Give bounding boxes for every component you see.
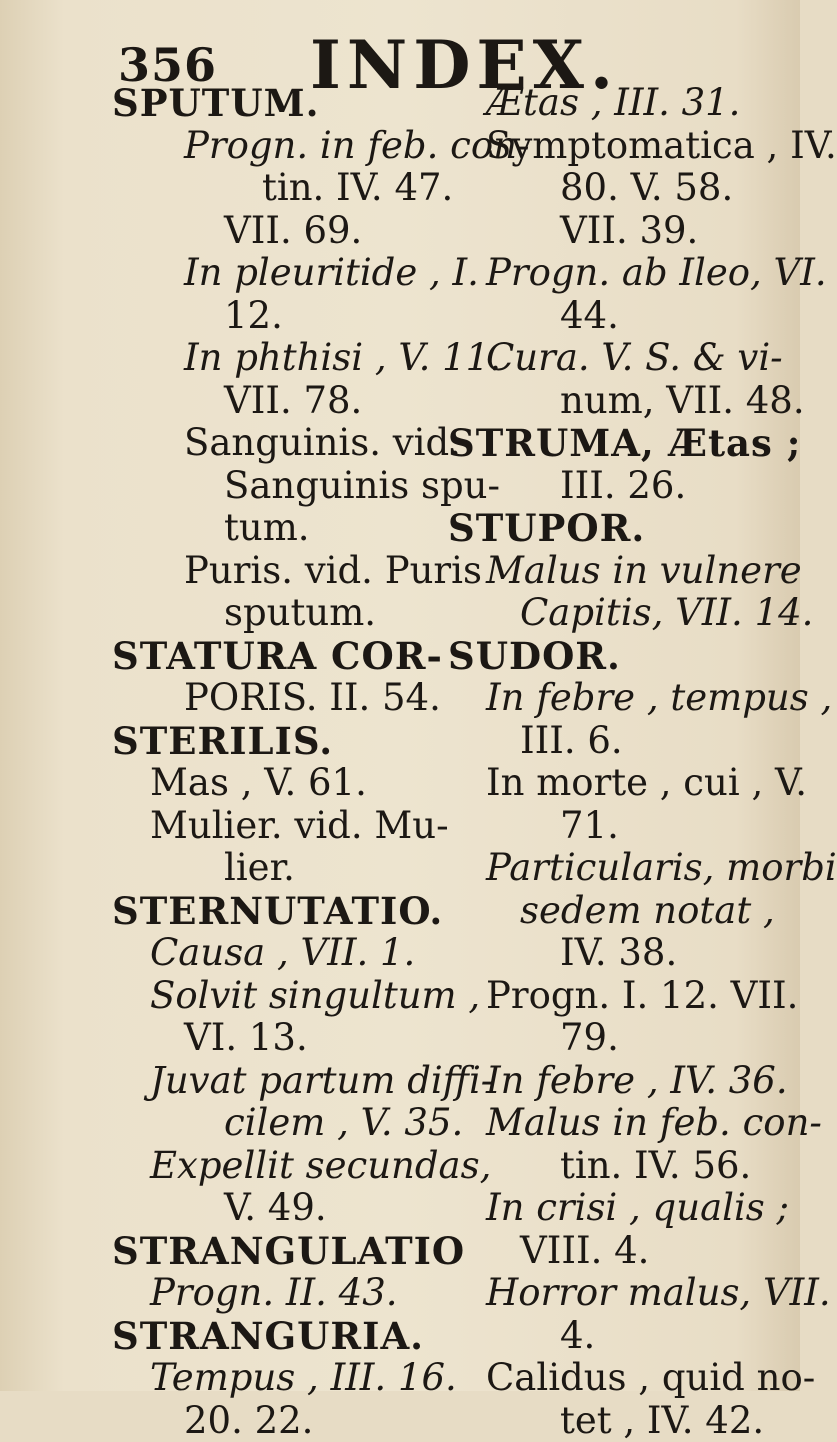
index-heading: STERILIS. — [112, 720, 442, 763]
index-entry: Malus in vulnere — [448, 550, 798, 593]
index-entry: tum. — [112, 507, 442, 550]
index-heading: SUDOR. — [448, 635, 798, 678]
left-column — [112, 82, 442, 1442]
index-entry: VII. 69. — [112, 210, 442, 253]
index-heading: STRANGULATIO — [112, 1230, 442, 1273]
index-entry: Particularis, morbi — [448, 847, 798, 890]
right-column — [448, 82, 798, 1442]
index-entry: tin. IV. 56. — [448, 1145, 798, 1188]
index-entry: Calidus , quid no- — [448, 1357, 798, 1400]
index-entry: cilem , V. 35. — [112, 1102, 442, 1145]
index-entry: num, VII. 48. — [448, 380, 798, 423]
index-entry: Mulier. vid. Mu- — [112, 805, 442, 848]
index-entry: sedem notat , — [448, 890, 798, 933]
index-entry: In crisi , qualis ; — [448, 1187, 798, 1230]
index-entry: tet , IV. 42. — [448, 1400, 798, 1442]
index-entry: III. 26. — [448, 465, 798, 508]
index-entry: VI. 13. — [112, 1017, 442, 1060]
index-entry: Progn. II. 43. — [112, 1272, 442, 1315]
index-entry: Solvit singultum , — [112, 975, 442, 1018]
index-entry: Cura. V. S. & vi- — [448, 337, 798, 380]
index-entry: 44. — [448, 295, 798, 338]
index-entry: Symptomatica , IV. — [448, 125, 798, 168]
index-entry: Tempus , III. 16. — [112, 1357, 442, 1400]
index-entry: PORIS. II. 54. — [112, 677, 442, 720]
index-entry: Progn. in feb. con- — [112, 125, 442, 168]
index-entry: tin. IV. 47. — [112, 167, 442, 210]
index-entry: Ætas , III. 31. — [448, 82, 798, 125]
index-heading: STERNUTATIO. — [112, 890, 442, 933]
index-entry: Sanguinis. vid. — [112, 422, 442, 465]
index-entry: Puris. vid. Puris — [112, 550, 442, 593]
index-entry: 79. — [448, 1017, 798, 1060]
index-heading: STATURA COR- — [112, 635, 442, 678]
index-heading: STUPOR. — [448, 507, 798, 550]
index-entry: Progn. ab Ileo, VI. — [448, 252, 798, 295]
index-entry: Sanguinis spu- — [112, 465, 442, 508]
index-entry: Juvat partum diffi- — [112, 1060, 442, 1103]
index-entry: lier. — [112, 847, 442, 890]
index-entry: 20. 22. — [112, 1400, 442, 1442]
index-entry: 4. — [448, 1315, 798, 1358]
index-entry: 80. V. 58. — [448, 167, 798, 210]
index-entry: sputum. — [112, 592, 442, 635]
index-entry: VIII. 4. — [448, 1230, 798, 1273]
index-entry: VII. 78. — [112, 380, 442, 423]
index-heading: STRUMA, Ætas ; — [448, 422, 798, 465]
index-entry: Capitis, VII. 14. — [448, 592, 798, 635]
index-entry: Malus in feb. con- — [448, 1102, 798, 1145]
index-entry: In phthisi , V. 11. — [112, 337, 442, 380]
index-entry: 12. — [112, 295, 442, 338]
index-entry: Causa , VII. 1. — [112, 932, 442, 975]
index-entry: Horror malus, VII. — [448, 1272, 798, 1315]
index-entry: In pleuritide , I. — [112, 252, 442, 295]
index-entry: Progn. I. 12. VII. — [448, 975, 798, 1018]
index-entry: Mas , V. 61. — [112, 762, 442, 805]
running-title: INDEX. — [310, 26, 619, 104]
index-heading: STRANGURIA. — [112, 1315, 442, 1358]
page-number: 356 — [118, 38, 217, 92]
index-entry: III. 6. — [448, 720, 798, 763]
index-entry: V. 49. — [112, 1187, 442, 1230]
index-entry: In febre , tempus , — [448, 677, 798, 720]
index-entry: IV. 38. — [448, 932, 798, 975]
index-heading: SPUTUM. — [112, 82, 442, 125]
index-entry: VII. 39. — [448, 210, 798, 253]
index-entry: In morte , cui , V. — [448, 762, 798, 805]
index-entry: In febre , IV. 36. — [448, 1060, 798, 1103]
index-entry: Expellit secundas, — [112, 1145, 442, 1188]
index-entry: 71. — [448, 805, 798, 848]
